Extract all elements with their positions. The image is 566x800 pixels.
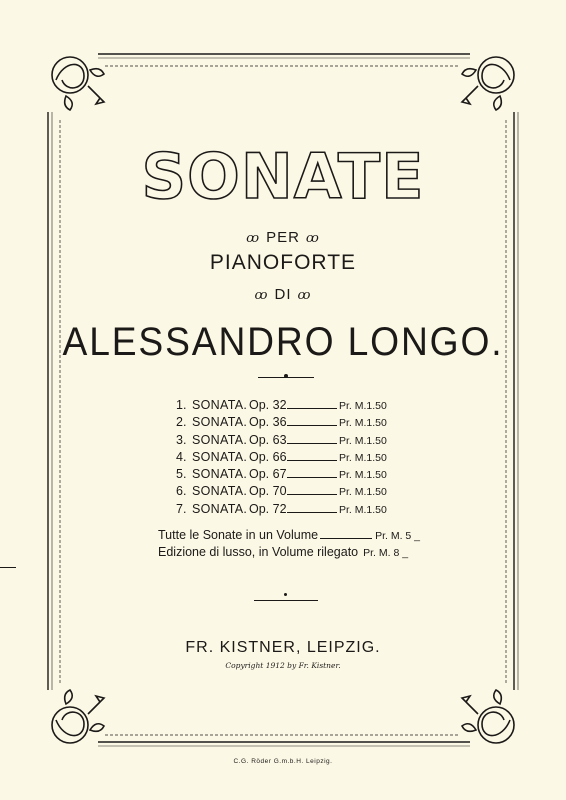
corner-ornament-top-left [52, 57, 104, 110]
list-item: 5. SONATA. Op. 67 Pr. M.1.50 [176, 467, 387, 482]
list-item: 7. SONATA. Op. 72 Pr. M.1.50 [176, 501, 387, 516]
sonata-list [176, 397, 387, 518]
per-text: PER [266, 229, 300, 246]
di-line [0, 286, 566, 303]
per-line [0, 229, 566, 246]
list-item: 4. SONATA. Op. 66 Pr. M.1.50 [176, 449, 387, 464]
page-title: SONATE [141, 140, 425, 213]
list-item: 1. SONATA. Op. 32 Pr. M.1.50 [176, 398, 387, 412]
volume-text: Edizione di lusso, in Volume rilegato [158, 545, 359, 559]
di-text: DI [274, 286, 292, 303]
publisher: FR. KISTNER, LEIPZIG. [185, 639, 381, 656]
corner-ornament-bottom-left [52, 690, 104, 743]
volume-price: Pr. M. 5 _ [375, 530, 420, 542]
corner-ornament-top-right [462, 57, 514, 110]
list-item: 6. SONATA. Op. 70 Pr. M.1.50 [176, 484, 387, 499]
complete-volume-line [158, 528, 420, 542]
left-margin-mark [0, 567, 16, 568]
volume-price: Pr. M. 8 _ [363, 547, 409, 559]
composer-name: ALESSANDRO LONGO. [62, 320, 504, 364]
list-item: 2. SONATA. Op. 36 Pr. M.1.50 [176, 415, 387, 430]
ornament-glyph: ꝏ [246, 231, 261, 246]
divider-bottom [254, 600, 318, 601]
deluxe-edition-line [158, 545, 408, 559]
ornament-glyph: ꝏ [297, 288, 312, 303]
corner-ornament-bottom-right [462, 690, 514, 743]
list-item: 3. SONATA. Op. 63 Pr. M.1.50 [176, 432, 387, 447]
copyright-notice: Copyright 1912 by Fr. Kistner. [225, 661, 341, 670]
ornament-glyph: ꝏ [305, 231, 320, 246]
divider-top-dot [284, 374, 288, 378]
instrument-label: PIANOFORTE [209, 251, 357, 274]
divider-bottom-dot [284, 593, 287, 596]
printer-credit: C.G. Röder G.m.b.H. Leipzig. [233, 758, 333, 765]
volume-text: Tutte le Sonate in un Volume [158, 528, 319, 542]
ornament-glyph: ꝏ [254, 288, 269, 303]
